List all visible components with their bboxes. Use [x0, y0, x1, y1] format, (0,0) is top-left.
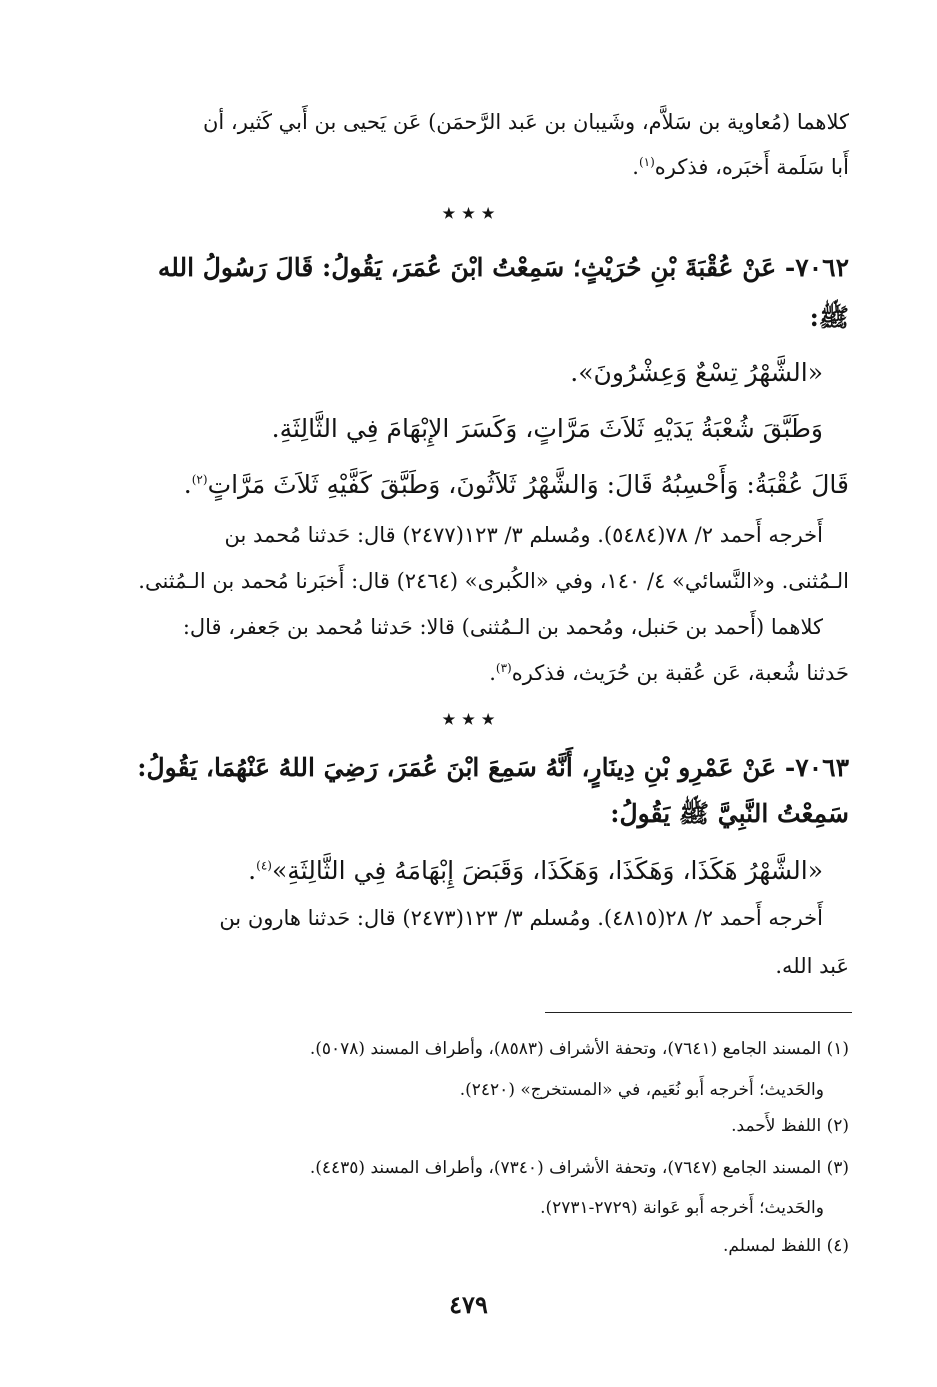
- footnote-ref: (٢): [191, 472, 208, 487]
- section-separator: ٭ ٭ ٭: [442, 200, 495, 226]
- source-line: كلاهما (أَحمد بن حَنبل، ومُحمد بن الـمُثنى) قالا: حَدثنا مُحمد بن جَعفر، قال:: [182, 615, 823, 639]
- footnote-ref: (١): [638, 155, 655, 169]
- hadith-line: ٧٠٦٣- عَنْ عَمْرِو بْنِ دِينَارٍ، أَنَّهُ سَمِعَ ابْنَ عُمَرَ، رَضِيَ اللهُ عَنْهُمَا، يَقُولُ:: [137, 753, 849, 782]
- source-line: حَدثنا شُعبة، عَن عُقبة بن حُرَيث، فذكره$^{(٣)}$.: [489, 661, 849, 685]
- source-line: الـمُثنى. و«النَّسائي» ٤/ ١٤٠، وفي «الكُبرى» (٢٤٦٤) قال: أَخبَرنا مُحمد بن الـمُثنى.: [138, 569, 849, 593]
- footnote-ref: (٣): [495, 661, 512, 675]
- hadith-7062-text: [110, 345, 849, 513]
- hadith-line: وَطَبَّقَ شُعْبَةُ يَدَيْهِ ثَلاَثَ مَرَّاتٍ، وَكَسَرَ الإِبْهَامَ فِي الثَّالِثَةِ.: [271, 414, 823, 443]
- source-7062: [110, 512, 849, 696]
- footnote-4: (٤) اللفظ لمسلم.: [722, 1236, 849, 1256]
- footnote-2: (٢) اللفظ لأَحمد.: [731, 1116, 849, 1136]
- hadith-line: ﷺ:: [809, 303, 849, 332]
- footnote-3: (٣) المسند الجامع (٧٦٤٧)، وتحفة الأشراف (٧٣٤٠)، وأطراف المسند (٤٤٣٥).: [309, 1158, 849, 1178]
- footnote-3-continuation: والحَديث؛ أَخرجه أَبو عَوانة (٢٧٢٩-٢٧٣١).: [540, 1198, 824, 1218]
- source-7063: [110, 895, 849, 991]
- hadith-line: ٧٠٦٢- عَنْ عُقْبَةَ بْنِ حُرَيْثٍ؛ سَمِعْتُ ابْنَ عُمَرَ، يَقُولُ: قَالَ رَسُولُ الله: [157, 253, 849, 282]
- hadith-line: سَمِعْتُ النَّبِيَّ ﷺ يَقُولُ:: [610, 799, 849, 828]
- footnote-1: (١) المسند الجامع (٧٦٤١)، وتحفة الأشراف (٨٥٨٣)، وأطراف المسند (٥٠٧٨).: [309, 1039, 849, 1059]
- hadith-line: قَالَ عُقْبَةُ: وَأَحْسِبُهُ قَالَ: وَالشَّهْرُ ثَلاَثُونَ، وَطَبَّقَ كَفَّيْهِ ثَلاَثَ مَرَّاتٍ$^{(٢)}$.: [183, 470, 849, 499]
- source-line: أَخرجه أَحمد ٢/ ٢٨(٤٨١٥). ومُسلم ٣/ ١٢٣(٢٤٧٣) قال: حَدثنا هارون بن: [219, 906, 823, 930]
- hadith-number: ٧٠٦٣-: [784, 753, 849, 782]
- intro-line: كلاهما (مُعاوية بن سَلاَّم، وشَيبان بن عَبد الرَّحمَن) عَن يَحيى بن أَبي كَثير، أن: [202, 110, 849, 134]
- hadith-quote: «الشَّهْرُ تِسْعٌ وَعِشْرُونَ».: [570, 358, 823, 387]
- intro-line: أَبا سَلَمة أَخبَره، فذكره$^{(١)}$.: [632, 155, 849, 179]
- footnote-ref: (٤): [256, 858, 272, 873]
- hadith-number: ٧٠٦٢-: [784, 253, 849, 282]
- hadith-quote: «الشَّهْرُ هَكَذَا، وَهَكَذَا، وَهَكَذَا، وَقَبَضَ إِبْهَامَهُ فِي الثَّالِثَةِ»$^{(٤)}$.: [248, 856, 823, 885]
- footnote-divider: [545, 1012, 852, 1013]
- section-separator: ٭ ٭ ٭: [442, 706, 495, 732]
- intro-paragraph: [110, 100, 849, 190]
- page-number: ٤٧٩: [449, 1290, 488, 1319]
- hadith-7063: [110, 745, 849, 837]
- source-line: عَبد الله.: [775, 954, 849, 978]
- footnote-1-continuation: والحَديث؛ أَخرجه أَبو نُعَيم، في «المستخرج» (٢٤٢٠).: [459, 1080, 824, 1100]
- hadith-7062: [110, 240, 849, 340]
- source-line: أَخرجه أَحمد ٢/ ٧٨(٥٤٨٤). ومُسلم ٣/ ١٢٣(٢٤٧٧) قال: حَدثنا مُحمد بن: [224, 523, 823, 547]
- hadith-7063-text: [110, 843, 849, 899]
